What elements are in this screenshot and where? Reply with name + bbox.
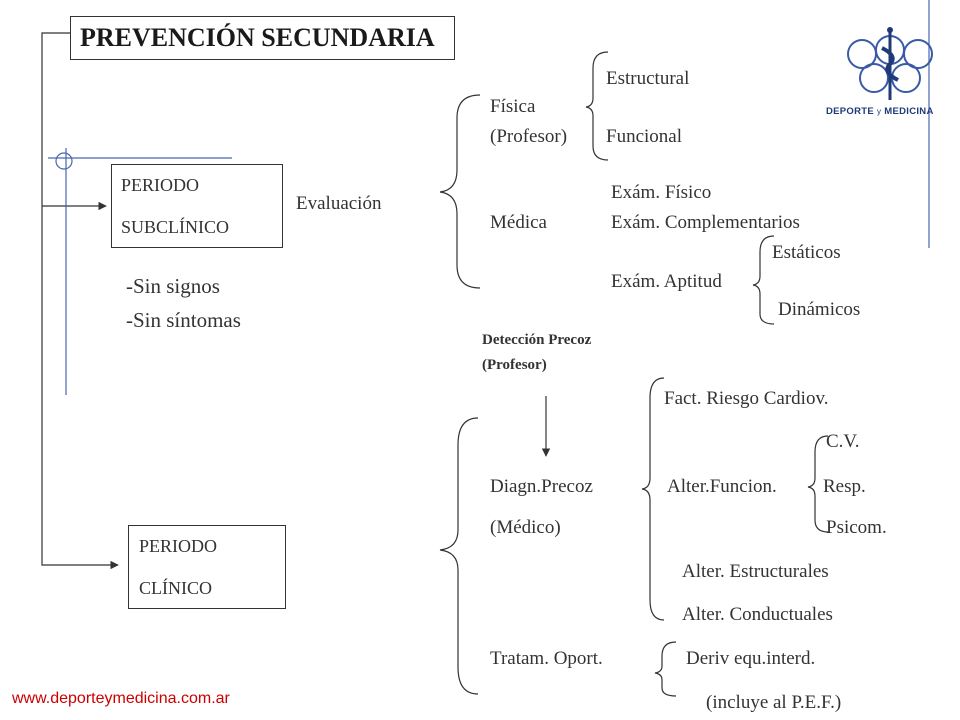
- resp-label: Resp.: [823, 476, 866, 497]
- logo-brand2: MEDICINA: [884, 106, 934, 117]
- evaluation-label: Evaluación: [296, 193, 382, 214]
- cv-label: C.V.: [826, 431, 860, 452]
- medica-label: Médica: [490, 212, 547, 233]
- page-title: PREVENCIÓN SECUNDARIA: [80, 23, 435, 52]
- psicom-label: Psicom.: [826, 517, 887, 538]
- logo-rings-icon: [834, 22, 944, 102]
- exam-aptitud-label: Exám. Aptitud: [611, 271, 722, 292]
- alter-conductuales-label: Alter. Conductuales: [682, 604, 833, 625]
- detection-line2: (Profesor): [482, 357, 547, 373]
- treatment-brace: [655, 642, 676, 696]
- fact-riesgo-label: Fact. Riesgo Cardiov.: [664, 388, 829, 409]
- tratam-oport-label: Tratam. Oport.: [490, 648, 603, 669]
- alter-estructurales-label: Alter. Estructurales: [682, 561, 829, 582]
- logo-text: [826, 106, 934, 117]
- diagn-precoz-label: Diagn.Precoz: [490, 476, 593, 497]
- subclinical-box: [111, 164, 283, 248]
- deriv-label: Deriv equ.interd.: [686, 648, 816, 669]
- footer-url-link[interactable]: www.deporteymedicina.com.ar: [12, 690, 230, 707]
- logo-y: y: [876, 107, 882, 116]
- aptitud-brace: [753, 236, 774, 324]
- logo-brand: DEPORTE: [826, 106, 875, 117]
- estaticos-label: Estáticos: [772, 242, 841, 263]
- evaluation-brace: [440, 95, 480, 288]
- title-box: [70, 16, 455, 60]
- clinical-line2: CLÍNICO: [139, 578, 212, 598]
- subclinical-line2: SUBCLÍNICO: [121, 217, 230, 237]
- fisica-brace: [586, 52, 608, 160]
- detection-line1: Detección Precoz: [482, 332, 592, 348]
- medico-label: (Médico): [490, 517, 561, 538]
- fisica-label: Física: [490, 96, 536, 117]
- incluye-label: (incluye al P.E.F.): [706, 692, 842, 713]
- clinical-box: [128, 525, 286, 609]
- exam-fisico-label: Exám. Físico: [611, 182, 712, 203]
- alter-funcion-label: Alter.Funcion.: [667, 476, 777, 497]
- clinical-line1: PERIODO: [139, 536, 218, 556]
- funcional-label: Funcional: [606, 126, 682, 147]
- caduceus-icon: [882, 32, 898, 100]
- exam-complementarios-label: Exám. Complementarios: [611, 212, 800, 233]
- no-signs-text: -Sin signos: [126, 274, 220, 298]
- diagnosis-brace: [440, 418, 478, 694]
- no-symptoms-text: -Sin síntomas: [126, 308, 241, 332]
- estructural-label: Estructural: [606, 68, 690, 89]
- diagnosis-inner-brace: [642, 378, 664, 620]
- dinamicos-label: Dinámicos: [778, 299, 861, 320]
- fisica-profesor-label: (Profesor): [490, 126, 568, 147]
- subclinical-line1: PERIODO: [121, 175, 200, 195]
- logo: [826, 22, 944, 122]
- title-connector-line: [42, 33, 118, 565]
